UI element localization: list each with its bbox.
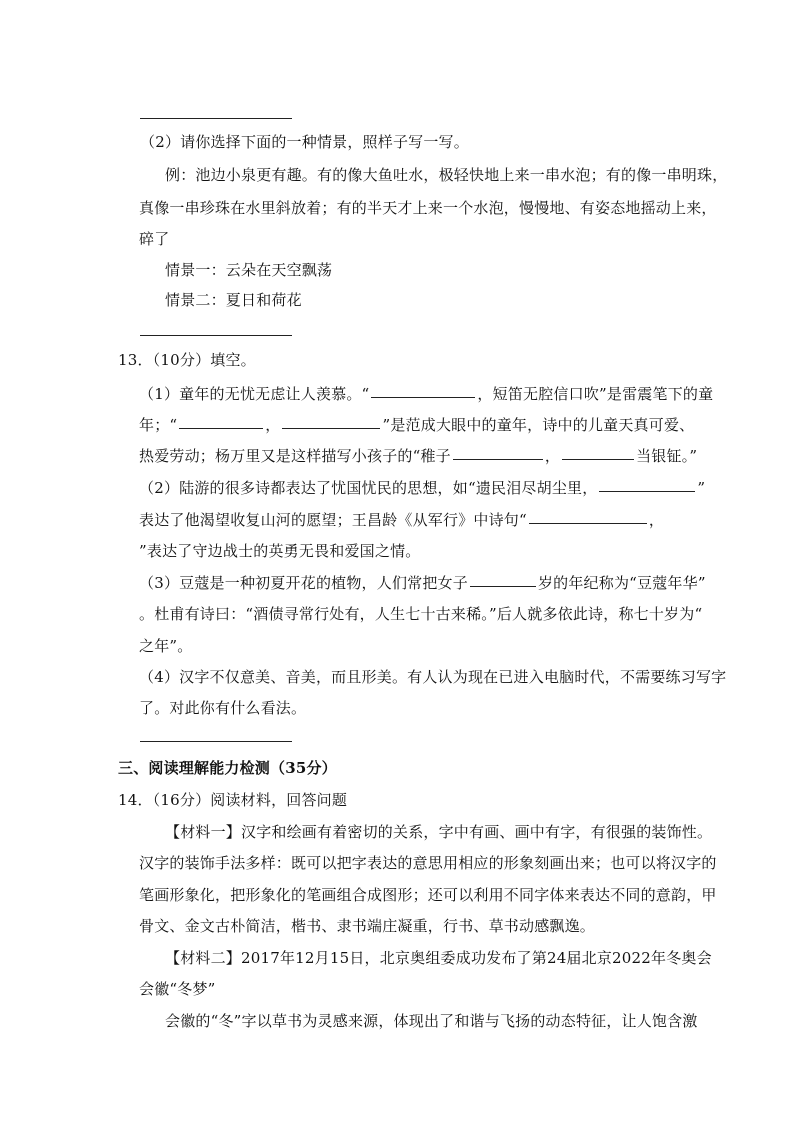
text-segment: （3）豆蔻是一种初夏开花的植物，人们常把女子	[139, 574, 468, 592]
section-title: 三、阅读理解能力检测（35分）	[118, 759, 337, 777]
fill-blank[interactable]	[453, 458, 543, 460]
answer-line[interactable]	[140, 741, 292, 742]
text-segment: （2）陆游的很多诗都表达了忧国忧民的思想，如“遗民泪尽胡尘里，	[139, 479, 598, 497]
fill-blank[interactable]	[529, 522, 647, 524]
text-segment: 年；“	[139, 416, 178, 434]
q14-material1-line: 【材料一】汉字和绘画有着密切的关系，字中有画、画中有字，有很强的装饰性。	[165, 823, 713, 841]
q14-header: 14．（16分）阅读材料，回答问题	[118, 791, 348, 809]
text-segment: ”	[697, 479, 706, 497]
q12-example-line: 真像一串珍珠在水里斜放着；有的半天才上来一个水泡，慢慢地、有姿态地摇动上来，	[139, 199, 717, 217]
text-segment: 热爱劳动；杨万里又是这样描写小孩子的“稚子	[139, 447, 451, 465]
q13-part2-line3: ”表达了守边战士的英勇无畏和爱国之情。	[139, 542, 421, 560]
q14-material2-line: 【材料二】2017年12月15日，北京奥组委成功发布了第24届北京2022年冬奥会	[165, 949, 712, 967]
q13-part3-line3: 之年”。	[139, 637, 193, 655]
text-segment: 岁的年纪称为“豆蔻年华”	[537, 574, 706, 592]
q13-part2-line1	[139, 478, 705, 498]
text-segment: ，	[648, 511, 665, 529]
q13-part1-line2	[139, 415, 694, 435]
text-segment: 当银钲。”	[636, 447, 698, 465]
q13-header: 13．（10分）填空。	[118, 351, 256, 369]
text-segment: ，	[265, 416, 281, 434]
fill-blank[interactable]	[282, 427, 380, 429]
answer-line[interactable]	[140, 118, 292, 119]
q13-part4-line2: 了。对此你有什么看法。	[139, 699, 307, 717]
fill-blank[interactable]	[470, 585, 536, 587]
text-segment: ，	[544, 447, 561, 465]
q13-part4-line1: （4）汉字不仅意美、音美，而且形美。有人认为现在已进入电脑时代，不需要练习写字	[139, 668, 727, 686]
q12-example-line: 例：池边小泉更有趣。有的像大鱼吐水，极轻快地上来一串水泡；有的像一串明珠，	[165, 166, 728, 184]
q12-scene-1: 情景一：云朵在天空飘荡	[165, 261, 333, 279]
q13-part2-line2	[139, 510, 664, 530]
text-segment: ，短笛无腔信口吹”是雷震笔下的童	[477, 385, 714, 403]
q13-part3-line1	[139, 573, 706, 593]
q13-part1-line1	[139, 384, 713, 404]
text-segment: （1）童年的无忧无虑让人羡慕。“	[139, 385, 370, 403]
fill-blank[interactable]	[179, 427, 263, 429]
q14-material1-line: 笔画形象化，把形象化的笔画组合成图形；还可以利用不同字体来表达不同的意韵，甲	[139, 886, 717, 904]
q14-material2-line: 会徽“冬梦”	[139, 980, 216, 998]
q13-part1-line3	[139, 446, 697, 466]
q14-material1-line: 骨文、金文古朴简洁，楷书、隶书端庄凝重，行书、草书动感飘逸。	[139, 917, 596, 935]
q12-scene-2: 情景二：夏日和荷花	[165, 291, 302, 309]
fill-blank[interactable]	[371, 396, 475, 398]
q12-example-line: 碎了	[139, 230, 170, 248]
text-segment: ”是范成大眼中的童年，诗中的儿童天真可爱、	[382, 416, 695, 434]
q14-material1-line: 汉字的装饰手法多样：既可以把字表达的意思用相应的形象刻画出来；也可以将汉字的	[139, 854, 717, 872]
fill-blank[interactable]	[599, 490, 695, 492]
q14-material2-line: 会徽的“冬”字以草书为灵感来源，体现出了和谐与飞扬的动态特征，让人饱含激	[165, 1012, 698, 1030]
q13-part3-line2: 。杜甫有诗曰：“酒债寻常行处有，人生七十古来稀。”后人就多依此诗，称七十岁为“	[139, 605, 703, 623]
text-segment: 表达了他渴望收复山河的愿望；王昌龄《从军行》中诗句“	[139, 511, 527, 529]
fill-blank[interactable]	[562, 458, 634, 460]
q12-part2-prompt: （2）请你选择下面的一种情景，照样子写一写。	[140, 133, 469, 151]
answer-line[interactable]	[140, 335, 292, 336]
